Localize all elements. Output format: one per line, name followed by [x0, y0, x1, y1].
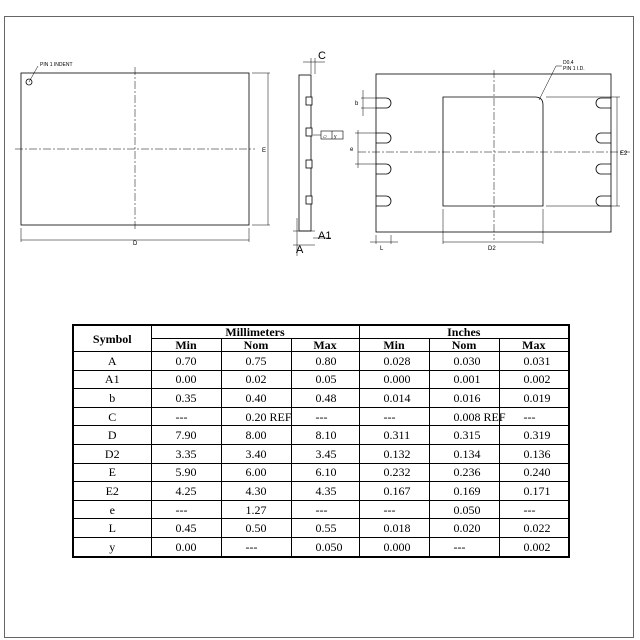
terminal-right-1 — [596, 98, 611, 108]
table-row — [73, 445, 569, 464]
symbol-cell: D — [73, 426, 151, 445]
value-cell-in-min: 0.028 — [359, 352, 429, 371]
value-cell-in-nom: 0.030 — [429, 352, 499, 371]
table-row — [73, 519, 569, 538]
dim-c-label: C — [318, 50, 326, 62]
dim-d2-label: D2 — [488, 246, 496, 252]
table-row — [73, 370, 569, 389]
value-cell-mm-max: --- — [291, 407, 359, 426]
table-header-row-1 — [73, 325, 569, 339]
value-cell-in-max: 0.019 — [499, 389, 569, 408]
value-cell-in-max: 0.002 — [499, 538, 569, 557]
value-cell-in-max: 0.136 — [499, 445, 569, 464]
value-cell-mm-max: 4.35 — [291, 482, 359, 501]
dim-a-label: A — [296, 244, 304, 256]
bottom-view — [355, 66, 630, 244]
millimeters-header: Millimeters — [151, 325, 359, 339]
value-cell-mm-nom: 8.00 — [221, 426, 291, 445]
symbol-cell: E — [73, 463, 151, 482]
value-cell-in-max: 0.002 — [499, 370, 569, 389]
symbol-cell: C — [73, 407, 151, 426]
dim-e-label: E — [262, 148, 267, 154]
value-cell-in-min: 0.018 — [359, 519, 429, 538]
value-cell-in-min: 0.167 — [359, 482, 429, 501]
in-max-header: Max — [499, 339, 569, 352]
top-view — [15, 66, 270, 242]
value-cell-in-nom: 0.001 — [429, 370, 499, 389]
mm-max-header: Max — [291, 339, 359, 352]
dim-e-pitch-label: e — [350, 147, 354, 153]
pin1-indent-label: PIN 1 INDENT — [40, 62, 73, 68]
inches-header: Inches — [359, 325, 569, 339]
table-row — [73, 482, 569, 501]
table-row — [73, 352, 569, 371]
value-cell-in-nom: 0.020 — [429, 519, 499, 538]
value-cell-mm-min: 0.00 — [151, 538, 221, 557]
symbol-cell: E2 — [73, 482, 151, 501]
terminal-right-4 — [596, 196, 611, 206]
value-cell-in-min: 0.000 — [359, 370, 429, 389]
flatness-value-label: y — [334, 134, 337, 140]
dim-d-label: D — [133, 241, 138, 247]
bottom-view-body — [376, 74, 611, 232]
symbol-cell: D2 — [73, 445, 151, 464]
value-cell-mm-nom: 0.40 — [221, 389, 291, 408]
terminal-left-1 — [376, 98, 391, 108]
side-view — [293, 58, 343, 256]
value-cell-mm-nom: 4.30 — [221, 482, 291, 501]
value-cell-in-nom: 0.169 — [429, 482, 499, 501]
value-cell-in-min: 0.014 — [359, 389, 429, 408]
value-cell-mm-min: --- — [151, 500, 221, 519]
value-cell-in-max: 0.031 — [499, 352, 569, 371]
value-cell-in-min: 0.000 — [359, 538, 429, 557]
pin1-id-size-label: D0.4 — [563, 60, 574, 66]
value-cell-in-max: 0.240 — [499, 463, 569, 482]
value-cell-mm-max: --- — [291, 500, 359, 519]
symbol-cell: A1 — [73, 370, 151, 389]
value-cell-mm-max: 6.10 — [291, 463, 359, 482]
value-cell-mm-nom: 0.20 REF — [221, 407, 291, 426]
value-cell-mm-max: 0.55 — [291, 519, 359, 538]
symbol-cell: y — [73, 538, 151, 557]
value-cell-mm-nom: 1.27 — [221, 500, 291, 519]
value-cell-in-min: --- — [359, 500, 429, 519]
value-cell-in-nom: 0.134 — [429, 445, 499, 464]
symbol-cell: L — [73, 519, 151, 538]
value-cell-in-nom: --- — [429, 538, 499, 557]
dim-a1-label: A1 — [318, 230, 332, 242]
value-cell-mm-max: 0.05 — [291, 370, 359, 389]
value-cell-mm-min: 4.25 — [151, 482, 221, 501]
value-cell-in-max: 0.319 — [499, 426, 569, 445]
symbol-header: Symbol — [73, 325, 151, 352]
value-cell-mm-min: 0.35 — [151, 389, 221, 408]
value-cell-mm-max: 0.050 — [291, 538, 359, 557]
symbol-cell: A — [73, 352, 151, 371]
pin1-id-label: PIN 1 I.D. — [563, 66, 585, 72]
value-cell-mm-min: 0.70 — [151, 352, 221, 371]
table-row — [73, 407, 569, 426]
value-cell-mm-min: 0.00 — [151, 370, 221, 389]
value-cell-mm-max: 0.80 — [291, 352, 359, 371]
value-cell-in-nom: 0.050 — [429, 500, 499, 519]
terminal-left-2 — [376, 133, 391, 143]
value-cell-mm-max: 8.10 — [291, 426, 359, 445]
value-cell-mm-min: 0.45 — [151, 519, 221, 538]
table-row — [73, 538, 569, 557]
value-cell-in-max: --- — [499, 407, 569, 426]
in-min-header: Min — [359, 339, 429, 352]
value-cell-mm-nom: 3.40 — [221, 445, 291, 464]
in-nom-header: Nom — [429, 339, 499, 352]
value-cell-mm-max: 3.45 — [291, 445, 359, 464]
value-cell-mm-min: 3.35 — [151, 445, 221, 464]
value-cell-in-min: 0.132 — [359, 445, 429, 464]
symbol-cell: e — [73, 500, 151, 519]
table-row — [73, 426, 569, 445]
terminal-left-3 — [376, 164, 391, 174]
value-cell-in-min: 0.311 — [359, 426, 429, 445]
terminal-right-3 — [596, 164, 611, 174]
value-cell-mm-nom: 0.02 — [221, 370, 291, 389]
value-cell-in-max: 0.171 — [499, 482, 569, 501]
value-cell-mm-nom: 6.00 — [221, 463, 291, 482]
value-cell-mm-nom: 0.75 — [221, 352, 291, 371]
value-cell-in-max: --- — [499, 500, 569, 519]
dim-e2-label: E2 — [620, 151, 628, 157]
table-row — [73, 463, 569, 482]
value-cell-in-max: 0.022 — [499, 519, 569, 538]
value-cell-in-min: 0.232 — [359, 463, 429, 482]
terminal-left-4 — [376, 196, 391, 206]
mm-min-header: Min — [151, 339, 221, 352]
dim-b-label: b — [355, 101, 359, 107]
dim-l-label: L — [380, 246, 384, 252]
value-cell-in-nom: 0.236 — [429, 463, 499, 482]
mm-nom-header: Nom — [221, 339, 291, 352]
exposed-pad — [443, 97, 543, 206]
value-cell-mm-min: 5.90 — [151, 463, 221, 482]
value-cell-mm-nom: 0.50 — [221, 519, 291, 538]
value-cell-in-nom: 0.315 — [429, 426, 499, 445]
value-cell-mm-min: 7.90 — [151, 426, 221, 445]
value-cell-in-nom: 0.016 — [429, 389, 499, 408]
value-cell-in-min: --- — [359, 407, 429, 426]
table-row — [73, 389, 569, 408]
value-cell-mm-min: --- — [151, 407, 221, 426]
value-cell-in-nom: 0.008 REF — [429, 407, 499, 426]
terminal-right-2 — [596, 133, 611, 143]
symbol-cell: b — [73, 389, 151, 408]
flatness-symbol: ▱ — [323, 134, 327, 140]
value-cell-mm-nom: --- — [221, 538, 291, 557]
table-row — [73, 500, 569, 519]
dimension-table — [72, 324, 570, 558]
value-cell-mm-max: 0.48 — [291, 389, 359, 408]
